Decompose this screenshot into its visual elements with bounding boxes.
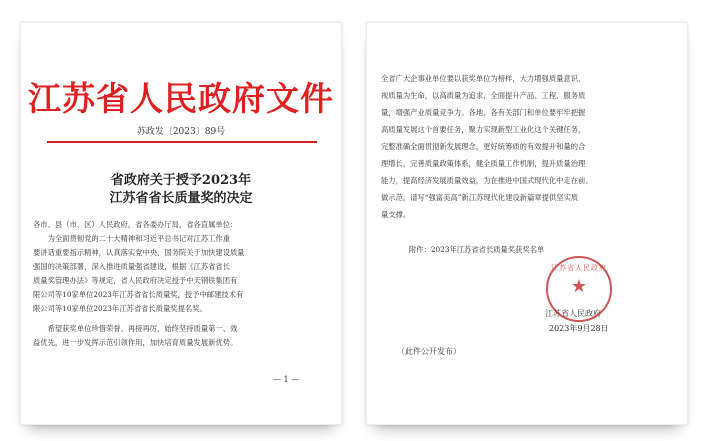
publication-note: （此件公开发布）	[397, 347, 461, 356]
document-number: 苏政发〔2023〕89号	[136, 127, 226, 137]
body-line: 理增长，完善质量政策体系，健全质量工作机制，提升质量治理	[381, 159, 586, 168]
body-line: 做示范，谱写“强富美高”新江苏现代化建设新篇章提供坚实质	[381, 193, 579, 202]
signature-date: 2023年9月28日	[549, 324, 609, 333]
body-line: 益优先，进一步发挥示范引领作用，加快培育质量发展新优势。	[33, 338, 238, 347]
document-page-2	[366, 22, 688, 425]
document-title-line-1: 省政府关于授予2023年	[110, 173, 252, 188]
body-line: 要讲话重要指示精神，认真落实党中央、国务院关于加快建设质量	[33, 248, 245, 257]
star-icon: ★	[570, 276, 588, 297]
body-line: 限公司等10家单位2023年江苏省省长质量奖，授予中邮建技术有	[33, 290, 244, 299]
body-line: 希望获奖单位珍惜荣誉、再接再厉，始终坚持质量第一、效	[33, 324, 238, 333]
official-seal-stamp	[546, 256, 612, 322]
body-line: 强国的决策部署，深入推进质量强省建设，根据《江苏省省长	[33, 262, 231, 271]
body-line: 为全面贯彻党的二十大精神和习近平总书记对江苏工作重	[33, 234, 231, 243]
body-line: 量，增强产业质量竞争力。各地、各有关部门和单位要牢牢把握	[381, 108, 586, 117]
body-line: 限公司等10家单位2023年江苏省省长质量奖提名奖。	[33, 304, 207, 313]
body-line: 各市、县（市、区）人民政府，省各委办厅局，省各直属单位：	[33, 220, 238, 229]
seal-arc-text: 江苏省人民政府	[551, 264, 607, 272]
document-header: 江苏省人民政府文件	[28, 79, 334, 118]
body-line: 质量奖管理办法》等规定，省人民政府决定授予中天钢铁集团有	[33, 276, 238, 285]
body-line: 完整准确全面贯彻新发展理念，更好统筹质的有效提升和量的合	[381, 142, 586, 151]
attachment-note: 附件：2023年江苏省省长质量奖获奖名单	[409, 245, 545, 254]
page-number: — 1 —	[273, 375, 300, 384]
body-line: 高质量发展这个首要任务，聚力实现新型工业化这个关键任务，	[381, 125, 586, 134]
body-line: 全省广大企事业单位要以获奖单位为榜样，大力增强质量意识、	[381, 74, 586, 83]
body-line: 量支撑。	[381, 210, 411, 219]
signature-org: 江苏省人民政府	[545, 309, 601, 318]
header-red-rule	[47, 141, 317, 143]
body-line: 能力，提高经济发展质量效益，为在推进中国式现代化中走在前、	[381, 176, 593, 185]
document-title-line-2: 江苏省省长质量奖的决定	[109, 191, 253, 206]
body-line: 视质量为生命，以高质量为追求，全面提升产品、工程、服务质	[381, 91, 586, 100]
document-page-1	[20, 22, 342, 425]
